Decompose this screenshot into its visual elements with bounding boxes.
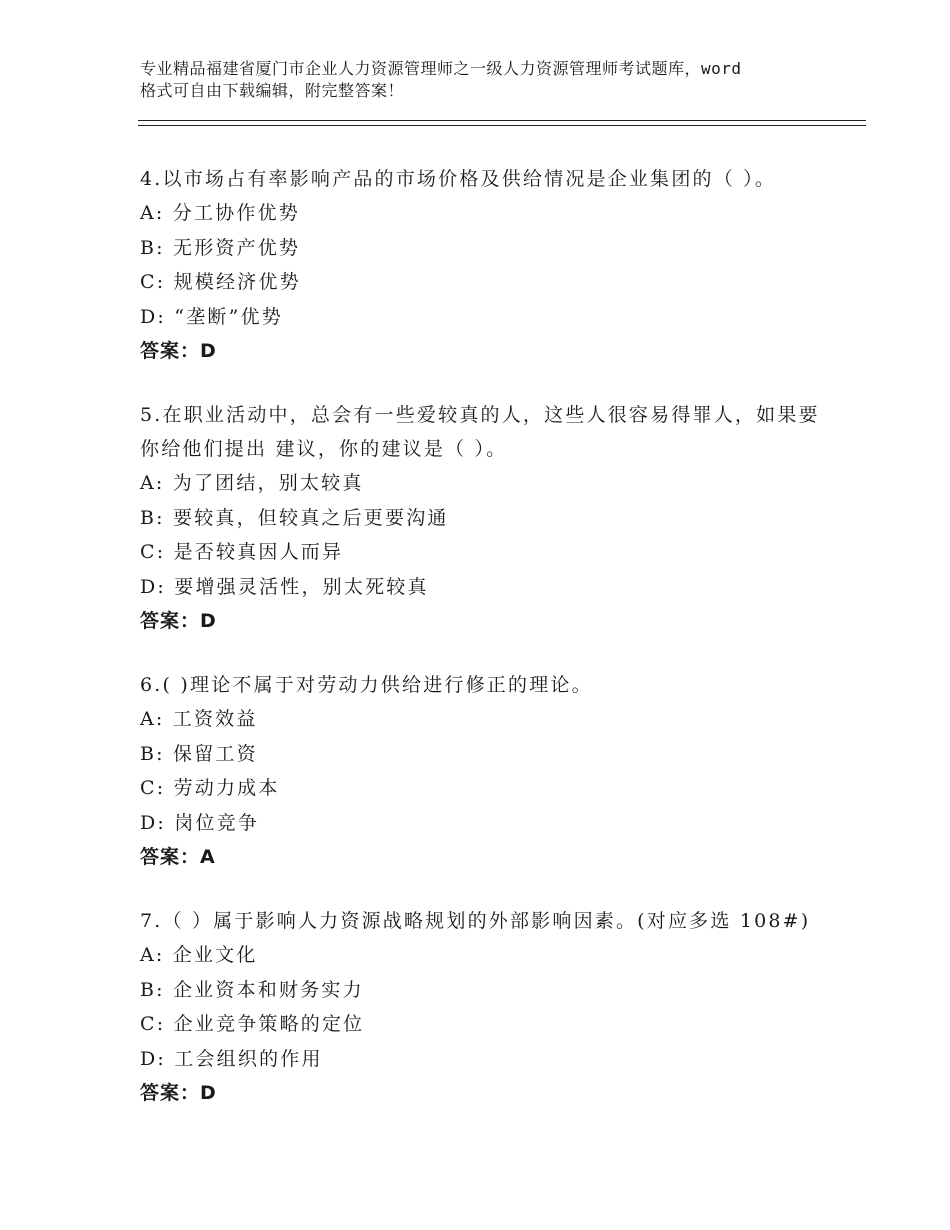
question-5 xyxy=(140,398,840,638)
option-c: C: 规模经济优势 xyxy=(140,271,301,293)
question-stem: 6.( )理论不属于对劳动力供给进行修正的理论。 xyxy=(140,674,593,696)
option-a: A: 企业文化 xyxy=(140,944,258,966)
option-a: A: 分工协作优势 xyxy=(140,202,300,224)
option-c: C: 是否较真因人而异 xyxy=(140,541,344,563)
option-c: C: 企业竞争策略的定位 xyxy=(140,1013,365,1035)
option-b: B: 要较真，但较真之后更要沟通 xyxy=(140,506,449,529)
option-b: B: 无形资产优势 xyxy=(140,236,301,259)
question-stem: 5.在职业活动中，总会有一些爱较真的人，这些人很容易得罪人，如果要你给他们提出 建议，你的建议是（ ）。 xyxy=(140,404,820,460)
question-4 xyxy=(140,162,840,368)
option-d: D: 岗位竞争 xyxy=(140,811,260,834)
option-a: A: 工资效益 xyxy=(140,708,258,730)
answer-label: 答案：D xyxy=(140,610,217,632)
option-d: D: 要增强灵活性，别太死较真 xyxy=(140,575,429,598)
option-d: D: 工会组织的作用 xyxy=(140,1047,323,1070)
question-stem: 4.以市场占有率影响产品的市场价格及供给情况是企业集团的（ ）。 xyxy=(140,168,777,190)
header-title-line-1: 专业精品福建省厦门市企业人力资源管理师之一级人力资源管理师考试题库，word xyxy=(140,59,742,78)
question-list xyxy=(140,162,840,1140)
option-c: C: 劳动力成本 xyxy=(140,777,280,799)
header-title-line-2: 格式可自由下载编辑，附完整答案！ xyxy=(140,81,405,100)
question-7 xyxy=(140,904,840,1110)
question-6 xyxy=(140,668,840,874)
question-stem: 7.（ ）属于影响人力资源战略规划的外部影响因素。(对应多选 108#) xyxy=(140,910,811,932)
option-b: B: 保留工资 xyxy=(140,742,258,765)
header-double-rule xyxy=(138,120,866,126)
document-header xyxy=(140,58,830,102)
answer-label: 答案：D xyxy=(140,1082,217,1104)
option-b: B: 企业资本和财务实力 xyxy=(140,978,364,1001)
answer-label: 答案：A xyxy=(140,846,216,868)
option-a: A: 为了团结，别太较真 xyxy=(140,472,364,494)
option-d: D: “垄断”优势 xyxy=(140,305,283,328)
answer-label: 答案：D xyxy=(140,340,217,362)
